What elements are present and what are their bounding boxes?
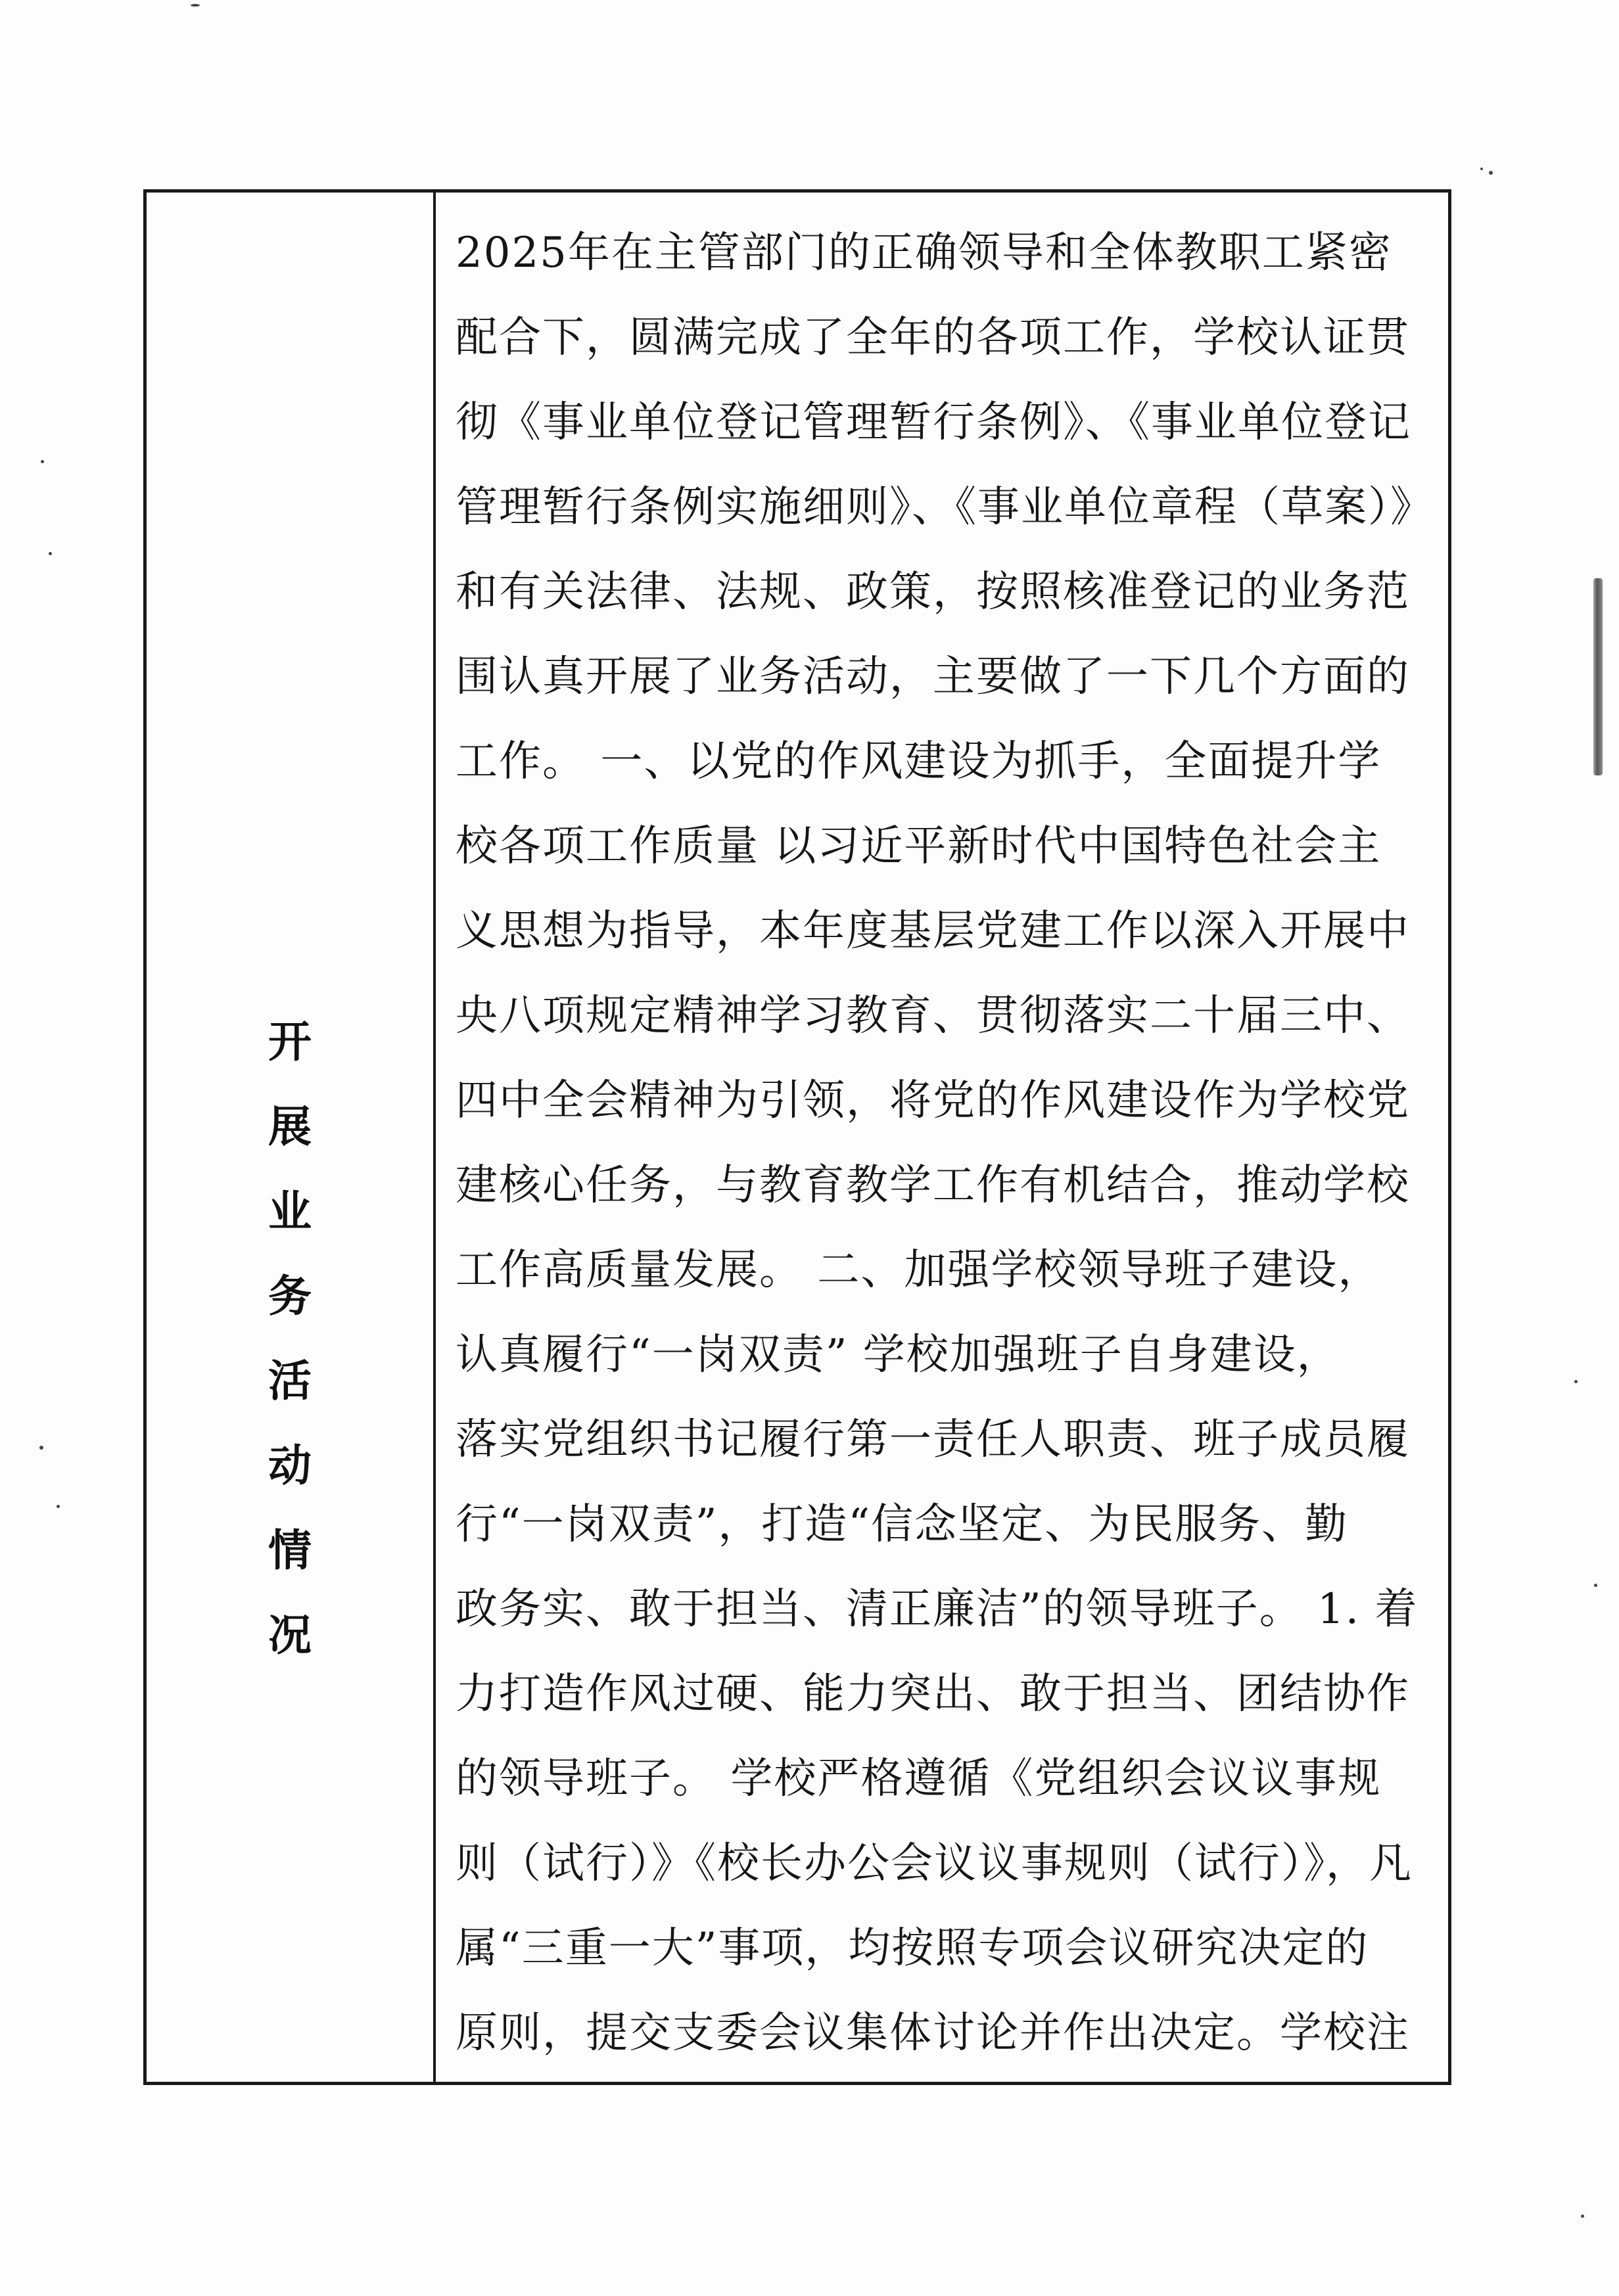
content-line: 工作高质量发展。 二、加强学校领导班子建设， (456, 1246, 1382, 1295)
content-line: 则（试行）》《校长办公会议议事规则（试行）》，凡 (456, 1839, 1413, 1888)
scan-speck (49, 552, 52, 555)
row-label-char: 展 (268, 1101, 312, 1152)
scan-speck (57, 1505, 60, 1508)
row-label-cell (147, 193, 436, 2082)
scan-speck (191, 4, 200, 7)
row-label-char: 务 (268, 1271, 312, 1321)
content-line: 认真履行“一岗双责” 学校加强班子自身建设， (456, 1331, 1340, 1379)
row-label-char: 开 (268, 1017, 312, 1067)
content-line: 属“三重一大”事项，均按照专项会议研究决定的 (456, 1924, 1369, 1973)
scan-speck (1581, 2215, 1584, 2218)
content-line: 力打造作风过硬、能力突出、敢于担当、团结协作 (456, 1670, 1410, 1718)
activity-table (143, 189, 1451, 2085)
content-line: 2025年在主管部门的正确领导和全体教职工紧密 (456, 229, 1392, 277)
row-label-char: 情 (268, 1525, 312, 1576)
content-line: 落实党组织书记履行第一责任人职责、班子成员履 (456, 1415, 1410, 1464)
content-line: 央八项规定精神学习教育、贯彻落实二十届三中、 (456, 992, 1410, 1040)
scan-speck (1489, 171, 1493, 175)
content-line: 工作。 一、以党的作风建设为抓手，全面提升学 (456, 737, 1382, 786)
scan-speck (1574, 1380, 1578, 1383)
content-line: 行“一岗双责”，打造“信念坚定、为民服务、勤 (456, 1500, 1349, 1549)
content-line: 围认真开展了业务活动，主要做了一下几个方面的 (456, 653, 1410, 701)
scan-speck (1594, 1584, 1597, 1587)
row-label (147, 999, 433, 1678)
row-label-char: 业 (268, 1186, 312, 1237)
scan-speck (1480, 168, 1483, 170)
content-line: 义思想为指导，本年度基层党建工作以深入开展中 (456, 907, 1410, 955)
content-line: 四中全会精神为引领，将党的作风建设作为学校党 (456, 1076, 1410, 1125)
row-label-char: 动 (268, 1440, 312, 1491)
row-label-char: 活 (268, 1356, 312, 1406)
scan-speck (41, 460, 44, 463)
scan-speck (39, 1446, 43, 1450)
content-line: 原则，提交支委会议集体讨论并作出决定。学校注 (456, 2009, 1410, 2057)
content-line: 和有关法律、法规、政策，按照核准登记的业务范 (456, 568, 1410, 616)
content-line: 配合下，圆满完成了全年的各项工作，学校认证贯 (456, 313, 1410, 362)
scan-edge-shadow (1593, 578, 1603, 775)
content-line: 的领导班子。 学校严格遵循《党组织会议议事规 (456, 1755, 1382, 1803)
activity-content-cell (436, 193, 1448, 2082)
content-line: 政务实、敢于担当、清正廉洁”的领导班子。 1. 着 (456, 1585, 1419, 1634)
content-line: 建核心任务，与教育教学工作有机结合，推动学校 (456, 1161, 1410, 1210)
content-line: 校各项工作质量 以习近平新时代中国特色社会主 (456, 822, 1382, 871)
content-line: 彻《事业单位登记管理暂行条例》、《事业单位登记 (456, 398, 1411, 447)
row-label-char: 况 (268, 1610, 312, 1661)
content-line: 管理暂行条例实施细则》、《事业单位章程（草案）》 (456, 483, 1434, 532)
